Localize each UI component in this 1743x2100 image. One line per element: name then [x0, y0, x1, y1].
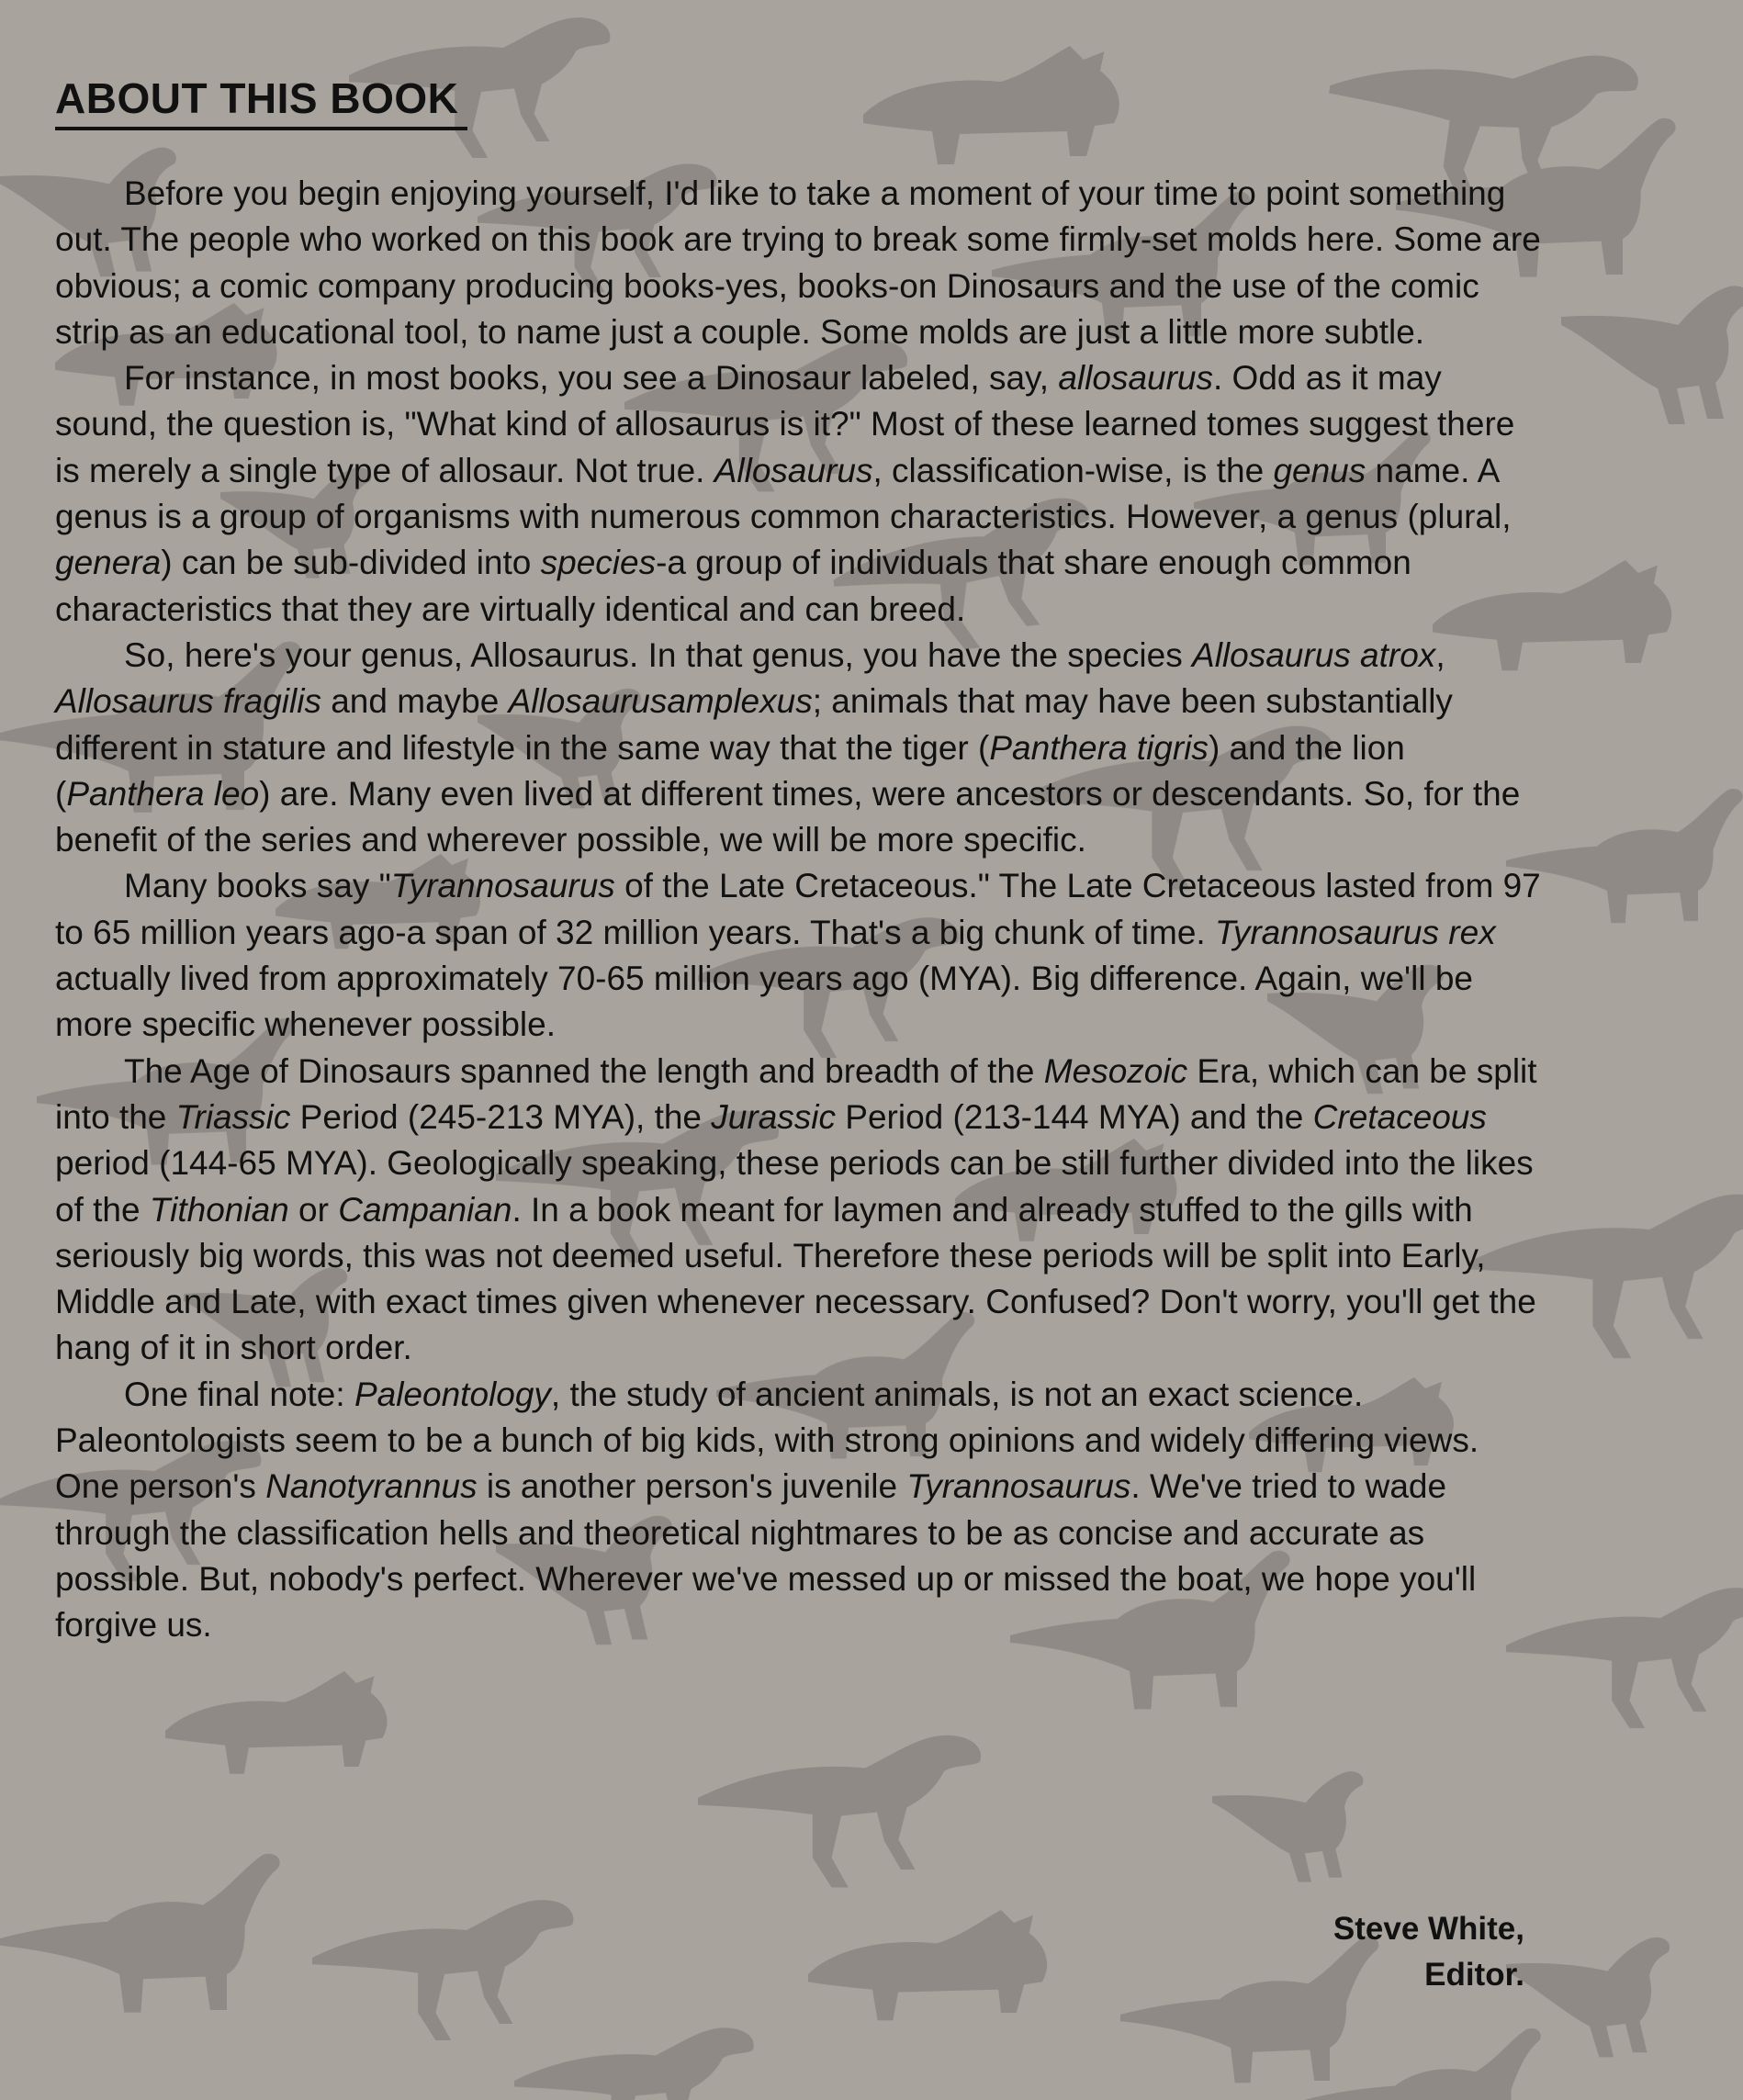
- italic-term: Tyrannosaurus: [390, 867, 615, 905]
- italic-term: Nanotyrannus: [265, 1467, 478, 1506]
- italic-term: Tyrannosaurus rex: [1214, 913, 1496, 951]
- text-run: The Age of Dinosaurs spanned the length and breadth of the: [124, 1051, 1044, 1090]
- italic-term: Allosaurus atrox: [1192, 635, 1436, 674]
- italic-term: Triassic: [175, 1097, 291, 1136]
- italic-term: genus: [1273, 451, 1366, 489]
- text-run: , classification-wise, is the: [872, 451, 1274, 489]
- text-run: One final note:: [124, 1375, 354, 1413]
- italic-term: Panthera leo: [66, 774, 260, 813]
- page-title: ABOUT THIS BOOK: [55, 73, 467, 130]
- text-run: of the Late Cretaceous." The Late Cretaceous lasted from 97 to 65 million years ago-a span of 32 million years. That's a big chunk of time.: [55, 867, 1541, 951]
- text-run: Period (245-213 MYA), the: [290, 1097, 712, 1136]
- italic-term: Cretaceous: [1312, 1097, 1487, 1136]
- text-run: . Odd as it may sound, the question is, "What kind of allosaurus is it?" Most of these learned tomes suggest there is merely a single type of allosaur. Not true.: [55, 359, 1515, 489]
- text-run: ; animals that may have been substantially different in stature and lifestyle in the same way that the tiger (: [55, 682, 1453, 767]
- text-run: Era, which can be split into the: [55, 1051, 1537, 1136]
- italic-term: Allosaurus fragilis: [55, 682, 321, 721]
- text-run: Before you begin enjoying yourself, I'd like to take a moment of your time to point something out. The people who worked on this book are trying to break some firmly-set molds here. Some are obvious; a comic company producing books-yes, books-on Dinosaurs and the use of the comic strip as an educational tool, to name just a couple. Some molds are just a little more subtle.: [55, 174, 1541, 351]
- text-run: ) are. Many even lived at different times, were ancestors or descendants. So, for the benefit of the series and wherever possible, we will be more specific.: [55, 774, 1521, 859]
- italic-term: Tyrannosaurus: [906, 1467, 1131, 1506]
- text-run: . In a book meant for laymen and already stuffed to the gills with seriously big words, this was not deemed useful. Therefore these periods will be split into Early, Middle and Late, with exact times given whenever necessary. Confused? Don't worry, you'll get the hang of it in short order.: [55, 1190, 1536, 1367]
- italic-term: Campanian: [338, 1190, 512, 1229]
- article: [55, 73, 1543, 1649]
- text-run: or: [288, 1190, 339, 1229]
- signature-block: [1333, 1906, 1524, 1998]
- italic-term: Jurassic: [711, 1097, 836, 1136]
- italic-term: allosaurus: [1058, 359, 1213, 398]
- italic-term: Allosaurusamplexus: [508, 682, 813, 721]
- text-run: ,: [1435, 635, 1445, 674]
- text-run: ) can be sub-divided into: [161, 544, 541, 582]
- signature-name: Steve White,: [1333, 1911, 1524, 1947]
- text-run: . We've tried to wade through the classification hells and theoretical nightmares to be as concise and accurate as possible. But, nobody's perfect. Wherever we've messed up or missed the boat, we hope you'll forgive us.: [55, 1467, 1477, 1645]
- paragraph: [55, 633, 1543, 863]
- text-run: Many books say ": [124, 867, 391, 905]
- body-text: [55, 171, 1543, 1649]
- signature-role: Editor.: [1424, 1957, 1524, 1993]
- text-run: Period (213-144 MYA) and the: [836, 1097, 1313, 1136]
- text-run: and maybe: [320, 682, 509, 721]
- text-run: is another person's juvenile: [477, 1467, 907, 1506]
- paragraph: [55, 171, 1543, 355]
- paragraph: [55, 863, 1543, 1048]
- italic-term: Panthera tigris: [989, 728, 1209, 767]
- italic-term: Paleontology: [354, 1375, 551, 1413]
- text-run: -a group of individuals that share enough common characteristics that they are virtually identical and can breed.: [55, 544, 1411, 628]
- text-run: period (144-65 MYA). Geologically speaking, these periods can be still further divided into the likes of the: [55, 1144, 1534, 1229]
- text-run: For instance, in most books, you see a Dinosaur labeled, say,: [124, 359, 1059, 398]
- text-run: name. A genus is a group of organisms with numerous common characteristics. However, a genus (plural,: [55, 451, 1512, 536]
- paragraph: [55, 355, 1543, 633]
- paragraph: [55, 1372, 1543, 1649]
- text-run: , the study of ancient animals, is not an exact science. Paleontologists seem to be a bunch of big kids, with strong opinions and widely differing views. One person's: [55, 1375, 1479, 1506]
- italic-term: Allosaurus: [714, 451, 873, 489]
- italic-term: genera: [55, 544, 162, 582]
- italic-term: Mesozoic: [1043, 1051, 1188, 1090]
- text-run: So, here's your genus, Allosaurus. In that genus, you have the species: [124, 635, 1193, 674]
- text-run: ) and the lion (: [55, 728, 1405, 813]
- paragraph: [55, 1049, 1543, 1372]
- italic-term: species: [540, 544, 657, 582]
- italic-term: Tithonian: [149, 1190, 289, 1229]
- text-run: actually lived from approximately 70-65 million years ago (MYA). Big difference. Again, we'll be more specific whenever possible.: [55, 960, 1473, 1044]
